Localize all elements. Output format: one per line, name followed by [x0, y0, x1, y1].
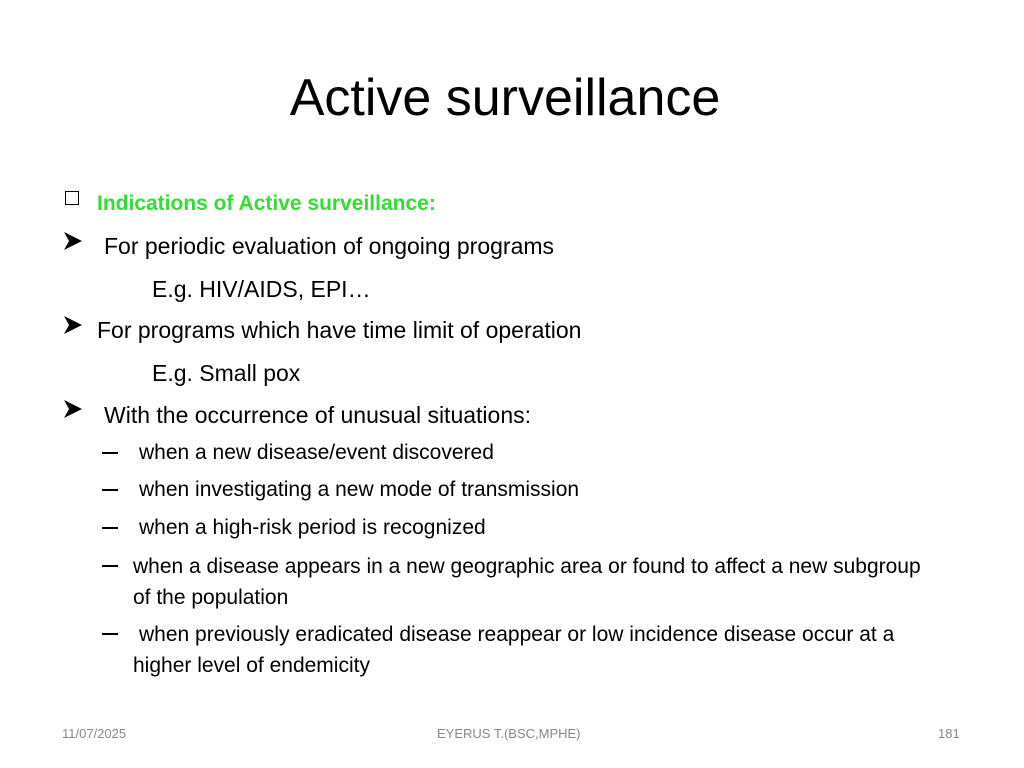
dash-bullet-icon: [102, 565, 118, 567]
footer-author: EYERUS T.(BSC,MPHE): [437, 726, 581, 741]
sub-item-text: when a high-risk period is recognized: [139, 516, 486, 539]
sub-item-text: when a new disease/event discovered: [139, 441, 494, 464]
dash-bullet-icon: [102, 633, 118, 635]
sub-item-text: when investigating a new mode of transmission: [139, 478, 580, 501]
dash-bullet-icon: [102, 527, 118, 529]
bullet-item-example: E.g. Small pox: [152, 360, 301, 386]
slide-title: Active surveillance: [289, 69, 721, 127]
sub-item-text: when a disease appears in a new geographic area or found to affect a new subgroup of the population: [133, 555, 921, 609]
footer-page-number: 181: [938, 726, 960, 741]
bullet-item-example: E.g. HIV/AIDS, EPI…: [152, 276, 371, 302]
bullet-item-text: For programs which have time limit of operation: [97, 317, 582, 343]
bullet-item-text: For periodic evaluation of ongoing programs: [104, 233, 555, 259]
checkbox-bullet-icon: [65, 191, 79, 205]
section-heading: Indications of Active surveillance:: [97, 192, 436, 215]
arrow-bullet-icon: [62, 398, 84, 420]
arrow-bullet-icon: [62, 314, 84, 336]
sub-item-text: when previously eradicated disease reappear or low incidence disease occur at a higher level of endemicity: [133, 623, 895, 677]
footer-date: 11/07/2025: [62, 726, 127, 741]
dash-bullet-icon: [102, 489, 118, 491]
dash-bullet-icon: [102, 452, 118, 454]
arrow-bullet-icon: [62, 230, 84, 252]
bullet-item-text: With the occurrence of unusual situations:: [104, 402, 532, 428]
